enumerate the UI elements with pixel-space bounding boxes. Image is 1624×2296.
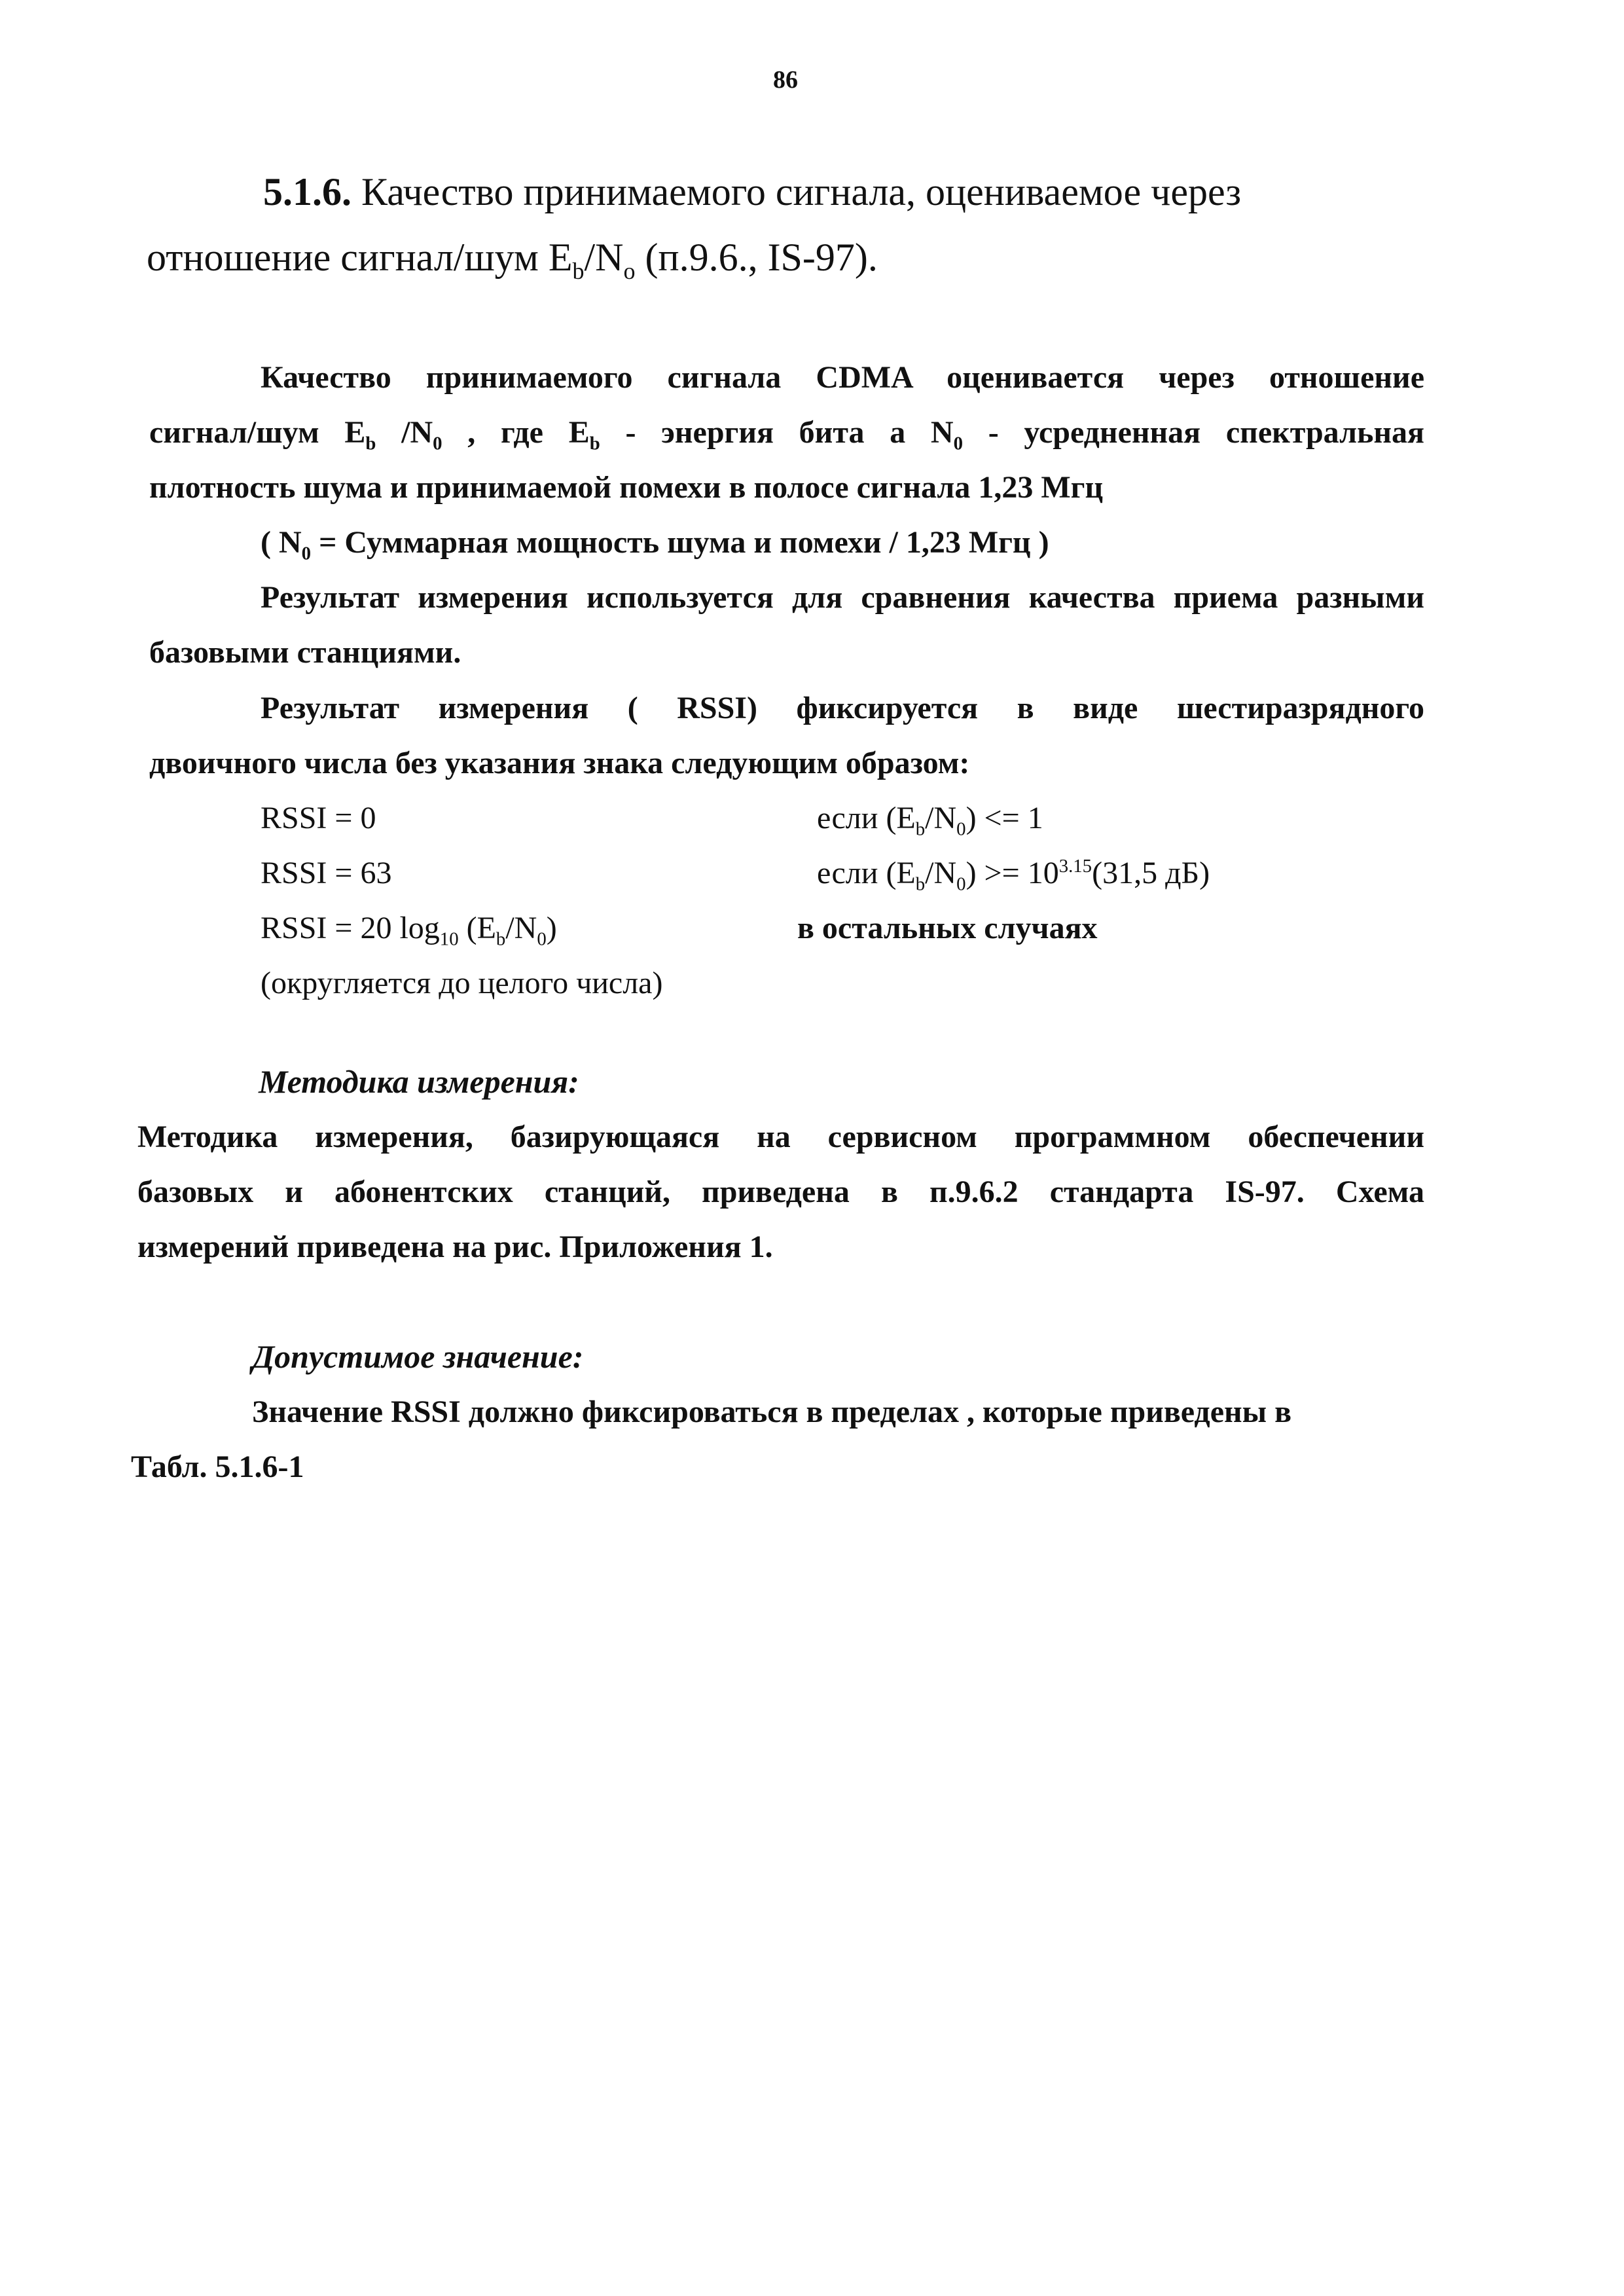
text: ) — [546, 911, 557, 945]
intro-paragraph — [149, 350, 1424, 680]
allowed-paragraph — [131, 1385, 1375, 1495]
formula-row — [261, 956, 1439, 1011]
text: (E — [458, 911, 496, 945]
allowed-line: Значение RSSI должно фиксироваться в пределах , которые приведены в — [252, 1394, 1292, 1429]
subscript: 0 — [956, 818, 966, 840]
method-paragraph — [137, 1110, 1424, 1275]
subscript: b — [589, 433, 600, 454]
rssi-paragraph — [149, 681, 1424, 791]
rounding-note: (округляется до целого числа) — [261, 966, 663, 1000]
text: если (E — [817, 801, 916, 835]
method-heading: Методика измерения: — [259, 1063, 579, 1100]
formula-row — [261, 901, 1439, 956]
rssi-line: двоичного числа без указания знака следующим образом: — [149, 746, 970, 780]
subscript: 0 — [953, 433, 964, 454]
formula-lhs: RSSI = 63 — [261, 856, 392, 890]
section-title-part1: Качество принимаемого сигнала, оцениваемое через — [361, 170, 1242, 213]
superscript: 3.15 — [1058, 856, 1092, 877]
subscript: b — [496, 928, 506, 950]
formula-lhs: RSSI = 0 — [261, 801, 376, 835]
text: ) >= 10 — [965, 856, 1059, 890]
allowed-heading: Допустимое значение: — [252, 1338, 584, 1375]
intro-line: Результат измерения используется для сравнения качества приема разными — [261, 580, 1424, 615]
text: ( N — [261, 525, 302, 560]
heading-subscript: b — [572, 258, 585, 284]
intro-line: базовыми станциями. — [149, 635, 461, 670]
rssi-line: Результат измерения ( RSSI) фиксируется в виде шестиразрядного — [261, 691, 1424, 725]
formula-rhs: в остальных случаях — [797, 911, 1098, 945]
section-heading-line2 — [147, 225, 1426, 290]
text: /N — [505, 911, 537, 945]
text: = Суммарная мощность шума и помехи / 1,23 Мгц ) — [311, 525, 1049, 560]
text: , где E — [442, 415, 590, 450]
text: RSSI = 20 log — [261, 911, 440, 945]
text: /N — [925, 856, 957, 890]
section-number: 5.1.6. — [263, 170, 352, 213]
text: (31,5 дБ) — [1092, 856, 1210, 890]
allowed-line: Табл. 5.1.6-1 — [131, 1449, 304, 1484]
heading-text: (п.9.6., IS-97). — [635, 236, 878, 279]
heading-text: отношение сигнал/шум E — [147, 236, 573, 279]
heading-subscript: o — [623, 258, 636, 284]
page-number: 86 — [773, 66, 798, 94]
subscript: 0 — [956, 873, 966, 895]
section-heading-line1 — [149, 159, 1426, 225]
section-heading — [149, 159, 1426, 290]
subscript: 10 — [439, 928, 459, 950]
subscript: b — [915, 873, 926, 895]
subscript: b — [365, 433, 376, 454]
method-line: Методика измерения, базирующаяся на сервисном программном обеспечении — [137, 1120, 1424, 1154]
subscript: 0 — [301, 543, 312, 564]
formula-rhs — [817, 846, 1210, 901]
text: - энергия бита а N — [600, 415, 954, 450]
text: сигнал/шум E — [149, 415, 366, 450]
subscript: 0 — [537, 928, 547, 950]
formula-row — [261, 846, 1439, 901]
intro-line — [149, 515, 1424, 570]
heading-text: /N — [584, 236, 624, 279]
intro-line: плотность шума и принимаемой помехи в полосе сигнала 1,23 Мгц — [149, 470, 1104, 505]
subscript: b — [915, 818, 926, 840]
formula-row — [261, 791, 1439, 846]
intro-line: Качество принимаемого сигнала CDMA оценивается через отношение — [261, 360, 1424, 395]
text: - усредненная спектральная — [963, 415, 1425, 450]
subscript: 0 — [433, 433, 442, 454]
text: /N — [925, 801, 957, 835]
intro-line — [149, 405, 1424, 460]
formula-rhs — [817, 791, 1043, 846]
text: /N — [376, 415, 433, 450]
text: если (E — [817, 856, 916, 890]
text: ) <= 1 — [965, 801, 1043, 835]
method-line: измерений приведена на рис. Приложения 1. — [137, 1230, 773, 1264]
formula-lhs — [261, 901, 557, 956]
method-line: базовых и абонентских станций, приведена в п.9.6.2 стандарта IS-97. Схема — [137, 1175, 1424, 1209]
